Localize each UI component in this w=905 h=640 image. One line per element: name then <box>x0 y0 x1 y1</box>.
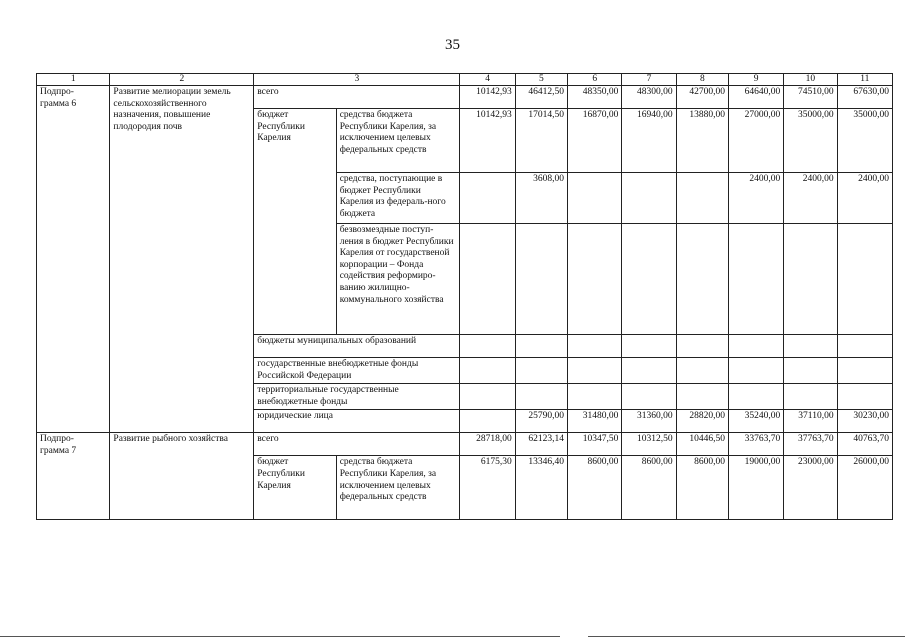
row-label: государственные внебюджетные фонды Российской Федерации <box>254 358 460 384</box>
value-cell: 35240,00 <box>728 410 783 433</box>
value-cell <box>676 335 728 358</box>
value-cell <box>784 224 837 335</box>
column-header: 1 <box>37 74 110 86</box>
scan-edge-line <box>588 636 905 637</box>
value-cell: 48300,00 <box>622 86 676 109</box>
value-cell <box>837 335 892 358</box>
value-cell <box>784 358 837 384</box>
value-cell: 35000,00 <box>784 109 837 173</box>
value-cell: 2400,00 <box>728 173 783 224</box>
value-cell <box>676 224 728 335</box>
value-cell <box>837 384 892 410</box>
value-cell: 35000,00 <box>837 109 892 173</box>
value-cell: 31360,00 <box>622 410 676 433</box>
column-header: 4 <box>460 74 515 86</box>
value-cell: 2400,00 <box>837 173 892 224</box>
value-cell <box>568 358 622 384</box>
value-cell: 8600,00 <box>622 456 676 520</box>
subprogram-id: Подпро- грамма 7 <box>37 433 110 520</box>
row-label: территориальные государственные внебюджетные фонды <box>254 384 460 410</box>
table-row <box>37 433 893 456</box>
value-cell: 33763,70 <box>728 433 783 456</box>
value-cell: 8600,00 <box>568 456 622 520</box>
value-cell: 40763,70 <box>837 433 892 456</box>
column-header: 8 <box>676 74 728 86</box>
value-cell: 30230,00 <box>837 410 892 433</box>
value-cell: 13346,40 <box>515 456 567 520</box>
value-cell <box>622 224 676 335</box>
value-cell <box>622 335 676 358</box>
value-cell: 6175,30 <box>460 456 515 520</box>
value-cell: 10142,93 <box>460 86 515 109</box>
row-label: всего <box>254 86 460 109</box>
value-cell <box>784 335 837 358</box>
value-cell: 3608,00 <box>515 173 567 224</box>
column-header: 3 <box>254 74 460 86</box>
value-cell <box>728 224 783 335</box>
value-cell <box>676 384 728 410</box>
value-cell: 42700,00 <box>676 86 728 109</box>
value-cell: 46412,50 <box>515 86 567 109</box>
value-cell: 17014,50 <box>515 109 567 173</box>
value-cell: 27000,00 <box>728 109 783 173</box>
value-cell: 23000,00 <box>784 456 837 520</box>
value-cell: 10446,50 <box>676 433 728 456</box>
value-cell <box>728 335 783 358</box>
column-number-row <box>37 74 893 86</box>
value-cell: 16870,00 <box>568 109 622 173</box>
column-header: 5 <box>515 74 567 86</box>
page-number: 35 <box>445 37 460 53</box>
row-label: бюджеты муниципальных образований <box>254 335 460 358</box>
source-label: безвозмездные поступ-ления в бюджет Республики Карелия от государственой корпорации – Фонда содействия реформиро-ванию жилищно-коммунального хозяйства <box>336 224 460 335</box>
table-row <box>37 86 893 109</box>
value-cell: 25790,00 <box>515 410 567 433</box>
subprogram-name: Развитие мелиорации земель сельскохозяйственного назначения, повышение плодородия почв <box>110 86 254 433</box>
value-cell <box>837 358 892 384</box>
source-label: средства, поступающие в бюджет Республики Карелия из федераль-ного бюджета <box>336 173 460 224</box>
value-cell: 16940,00 <box>622 109 676 173</box>
value-cell <box>622 173 676 224</box>
value-cell: 13880,00 <box>676 109 728 173</box>
row-label: юридические лица <box>254 410 460 433</box>
value-cell <box>515 384 567 410</box>
value-cell: 8600,00 <box>676 456 728 520</box>
value-cell <box>568 335 622 358</box>
value-cell <box>784 384 837 410</box>
value-cell <box>676 358 728 384</box>
value-cell <box>568 224 622 335</box>
column-header: 2 <box>110 74 254 86</box>
source-label: средства бюджета Республики Карелия, за исключением целевых федеральных средств <box>336 456 460 520</box>
value-cell <box>460 358 515 384</box>
value-cell <box>460 224 515 335</box>
budget-table <box>36 73 893 520</box>
value-cell <box>515 224 567 335</box>
budget-group-label: бюджет Республики Карелия <box>254 456 336 520</box>
value-cell <box>460 335 515 358</box>
budget-group-label: бюджет Республики Карелия <box>254 109 336 335</box>
value-cell: 10142,93 <box>460 109 515 173</box>
value-cell <box>728 384 783 410</box>
value-cell: 26000,00 <box>837 456 892 520</box>
column-header: 10 <box>784 74 837 86</box>
value-cell: 10347,50 <box>568 433 622 456</box>
value-cell <box>515 358 567 384</box>
value-cell: 67630,00 <box>837 86 892 109</box>
value-cell: 10312,50 <box>622 433 676 456</box>
column-header: 11 <box>837 74 892 86</box>
row-label: всего <box>254 433 460 456</box>
value-cell <box>622 358 676 384</box>
value-cell <box>460 173 515 224</box>
value-cell <box>460 384 515 410</box>
value-cell <box>622 384 676 410</box>
column-header: 9 <box>728 74 783 86</box>
column-header: 6 <box>568 74 622 86</box>
value-cell: 48350,00 <box>568 86 622 109</box>
scan-edge-line <box>0 636 560 637</box>
subprogram-name: Развитие рыбного хозяйства <box>110 433 254 520</box>
source-label: средства бюджета Республики Карелия, за исключением целевых федеральных средств <box>336 109 460 173</box>
value-cell <box>568 173 622 224</box>
value-cell <box>568 384 622 410</box>
value-cell: 74510,00 <box>784 86 837 109</box>
value-cell <box>460 410 515 433</box>
column-header: 7 <box>622 74 676 86</box>
subprogram-id: Подпро- грамма 6 <box>37 86 110 433</box>
value-cell: 28820,00 <box>676 410 728 433</box>
value-cell: 2400,00 <box>784 173 837 224</box>
value-cell <box>676 173 728 224</box>
value-cell: 31480,00 <box>568 410 622 433</box>
value-cell: 19000,00 <box>728 456 783 520</box>
value-cell <box>728 358 783 384</box>
value-cell: 64640,00 <box>728 86 783 109</box>
value-cell: 28718,00 <box>460 433 515 456</box>
value-cell: 37110,00 <box>784 410 837 433</box>
value-cell <box>515 335 567 358</box>
value-cell <box>837 224 892 335</box>
value-cell: 62123,14 <box>515 433 567 456</box>
value-cell: 37763,70 <box>784 433 837 456</box>
